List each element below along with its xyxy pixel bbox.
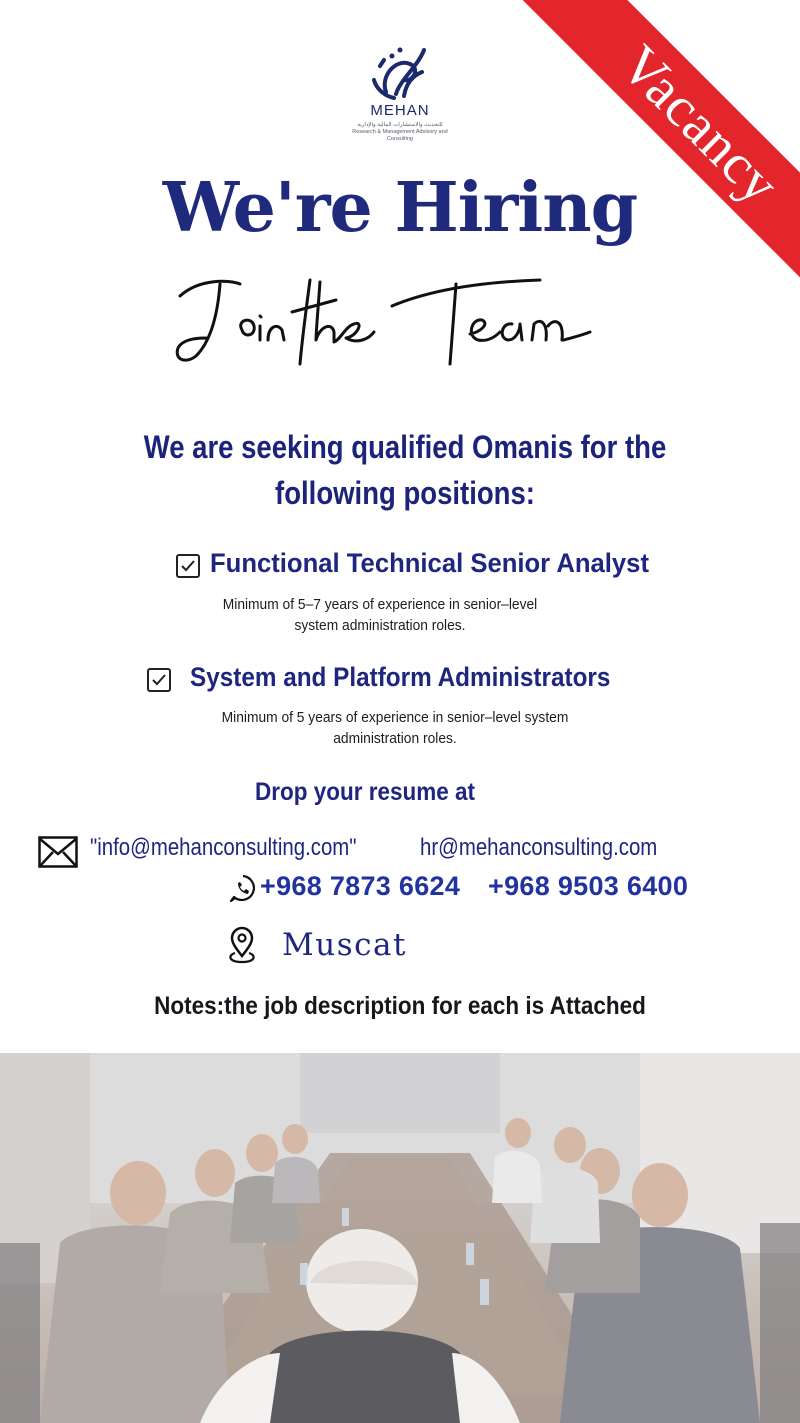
logo-tagline xyxy=(340,122,460,143)
logo-tagline-ar: للتحديث والاستشارات المالية والإدارية xyxy=(357,122,443,128)
position-desc-2-line-1: Minimum of 5 years of experience in senior–level system xyxy=(221,709,569,726)
email-hr[interactable]: hr@mehanconsulting.com xyxy=(420,834,658,861)
phone-1[interactable]: +968 7873 6624 xyxy=(260,871,461,901)
position-desc-2 xyxy=(179,707,611,749)
position-desc-1-line-2: system administration roles. xyxy=(294,617,466,634)
vacancy-ribbon-label: Vacancy xyxy=(518,0,800,300)
position-desc-1-line-1: Minimum of 5–7 years of experience in senior–level xyxy=(222,596,538,613)
phone-2[interactable]: +968 9503 6400 xyxy=(488,871,689,901)
checkbox-icon xyxy=(147,668,171,692)
meeting-photo xyxy=(0,1053,800,1423)
logo-tagline-en: Research & Management Advisory and Consulting xyxy=(352,129,448,142)
email-info[interactable]: "info@mehanconsulting.com" xyxy=(90,834,357,861)
page-title: We're Hiring xyxy=(162,168,638,248)
envelope-icon xyxy=(38,836,78,868)
vacancy-ribbon xyxy=(500,0,800,300)
whatsapp-icon xyxy=(228,873,258,903)
meeting-photo-art xyxy=(0,1053,800,1423)
position-desc-1 xyxy=(168,594,591,636)
drop-resume-label: Drop your resume at xyxy=(254,778,476,806)
intro-text: We are seeking qualified Omanis for the following positions: xyxy=(143,429,667,511)
notes-text: Notes:the job description for each is Attached xyxy=(154,992,646,1020)
position-desc-2-line-2: administration roles. xyxy=(333,730,457,747)
location-pin-icon xyxy=(224,926,260,966)
position-title-2: System and Platform Administrators xyxy=(190,662,611,692)
checkbox-icon xyxy=(176,554,200,578)
logo-name: MEHAN xyxy=(370,102,430,119)
location-city: Muscat xyxy=(282,927,407,963)
position-title-1: Functional Technical Senior Analyst xyxy=(210,548,649,578)
